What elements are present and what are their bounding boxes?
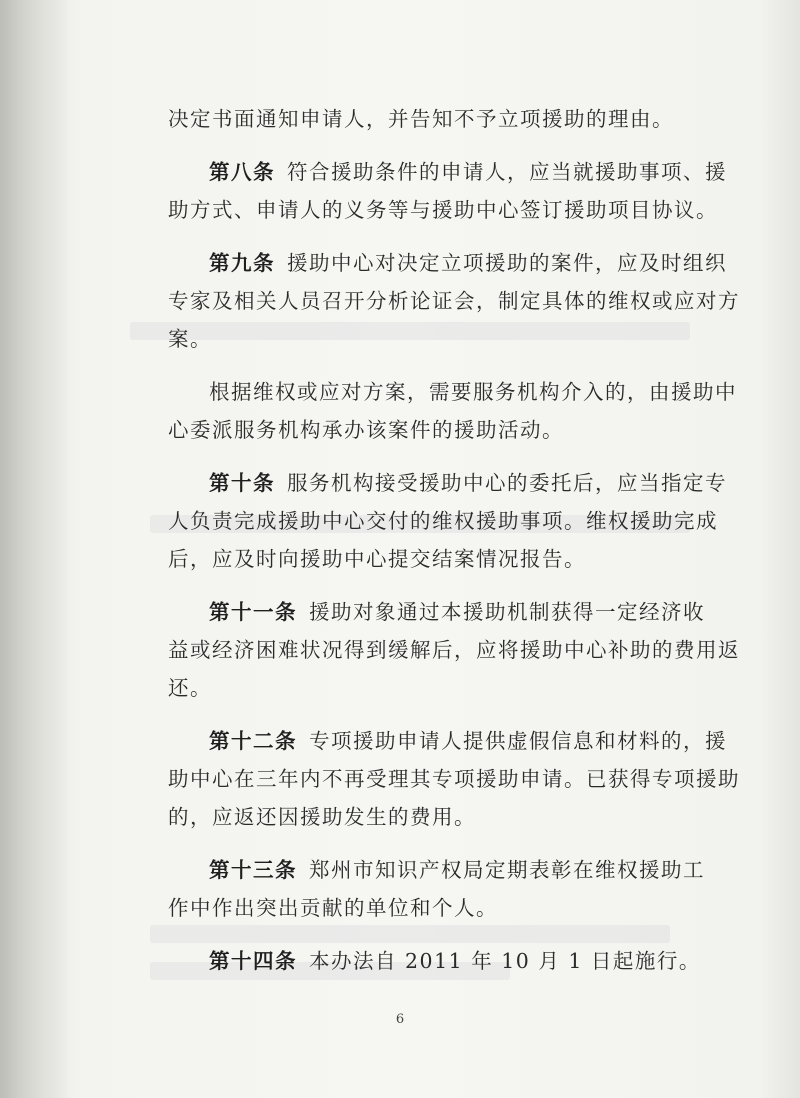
text-line [168,320,728,358]
line-text: 郑州市知识产权局定期表彰在维权援助工 [309,858,705,882]
line-text: 心委派服务机构承办该案件的援助活动。 [168,418,564,442]
text-line [168,593,728,631]
paragraph [168,593,740,707]
text-line [168,411,728,449]
line-text: 服务机构接受援助中心的委托后，应当指定专 [287,471,727,495]
paragraph-gap [168,836,728,851]
article-heading: 第十四条 [209,949,297,973]
paragraph [168,244,740,358]
line-text: 专项援助申请人提供虚假信息和材料的，援 [309,729,727,753]
text-line [168,502,728,540]
article-heading: 第十三条 [209,858,297,882]
article-heading: 第八条 [209,160,275,184]
line-text: 作中作出突出贡献的单位和个人。 [168,896,498,920]
text-line [168,373,737,411]
paragraph-gap [168,229,728,244]
line-text: 援助中心对决定立项援助的案件，应及时组织 [287,251,727,275]
line-text: 后，应及时向援助中心提交结案情况报告。 [168,547,586,571]
paragraph-gap [168,578,728,593]
text-line [168,464,728,502]
line-text: 专家及相关人员召开分析论证会，制定具体的维权或应对方 [168,289,740,313]
article-heading: 第十二条 [209,729,297,753]
text-line [168,760,740,798]
paragraph [168,100,728,138]
line-text: 援助对象通过本援助机制获得一定经济收 [309,600,705,624]
line-text: 助中心在三年内不再受理其专项援助申请。已获得专项援助 [168,767,740,791]
paragraph [168,722,740,836]
line-text: 本办法自 2011 年 10 月 1 日起施行。 [309,949,701,973]
text-line [168,889,728,927]
line-text: 的，应返还因援助发生的费用。 [168,805,476,829]
page-number: 6 [395,1012,405,1027]
text-line [168,244,728,282]
paragraph [168,373,737,449]
article-heading: 第十一条 [209,600,297,624]
paragraph [168,464,728,578]
paragraph-gap [168,449,728,464]
line-text: 人负责完成援助中心交付的维权援助事项。维权援助完成 [168,509,718,533]
text-line [168,722,728,760]
paragraph-gap [168,707,728,722]
line-text: 决定书面通知申请人，并告知不予立项援助的理由。 [168,107,674,131]
line-text: 益或经济困难状况得到缓解后，应将援助中心补助的费用返 [168,638,740,662]
text-line [168,540,728,578]
text-line [168,942,728,980]
line-text: 还。 [168,676,212,700]
text-line [168,100,728,138]
line-text: 案。 [168,327,212,351]
binding-shadow [0,0,70,1098]
paragraph-gap [168,138,728,153]
line-text: 根据维权或应对方案，需要服务机构介入的，由援助中 [209,380,737,404]
article-heading: 第十条 [209,471,275,495]
line-text: 助方式、申请人的义务等与援助中心签订援助项目协议。 [168,198,718,222]
text-line [168,153,728,191]
paragraph-gap [168,358,728,373]
text-line [168,798,728,836]
paragraph-gap [168,927,728,942]
text-line [168,669,728,707]
paragraph [168,851,728,927]
text-line [168,282,740,320]
article-heading: 第九条 [209,251,275,275]
text-line [168,631,740,669]
document-body [168,100,740,980]
line-text: 符合援助条件的申请人，应当就援助事项、援 [287,160,727,184]
paragraph [168,942,728,980]
paragraph [168,153,728,229]
text-line [168,851,728,889]
text-line [168,191,728,229]
